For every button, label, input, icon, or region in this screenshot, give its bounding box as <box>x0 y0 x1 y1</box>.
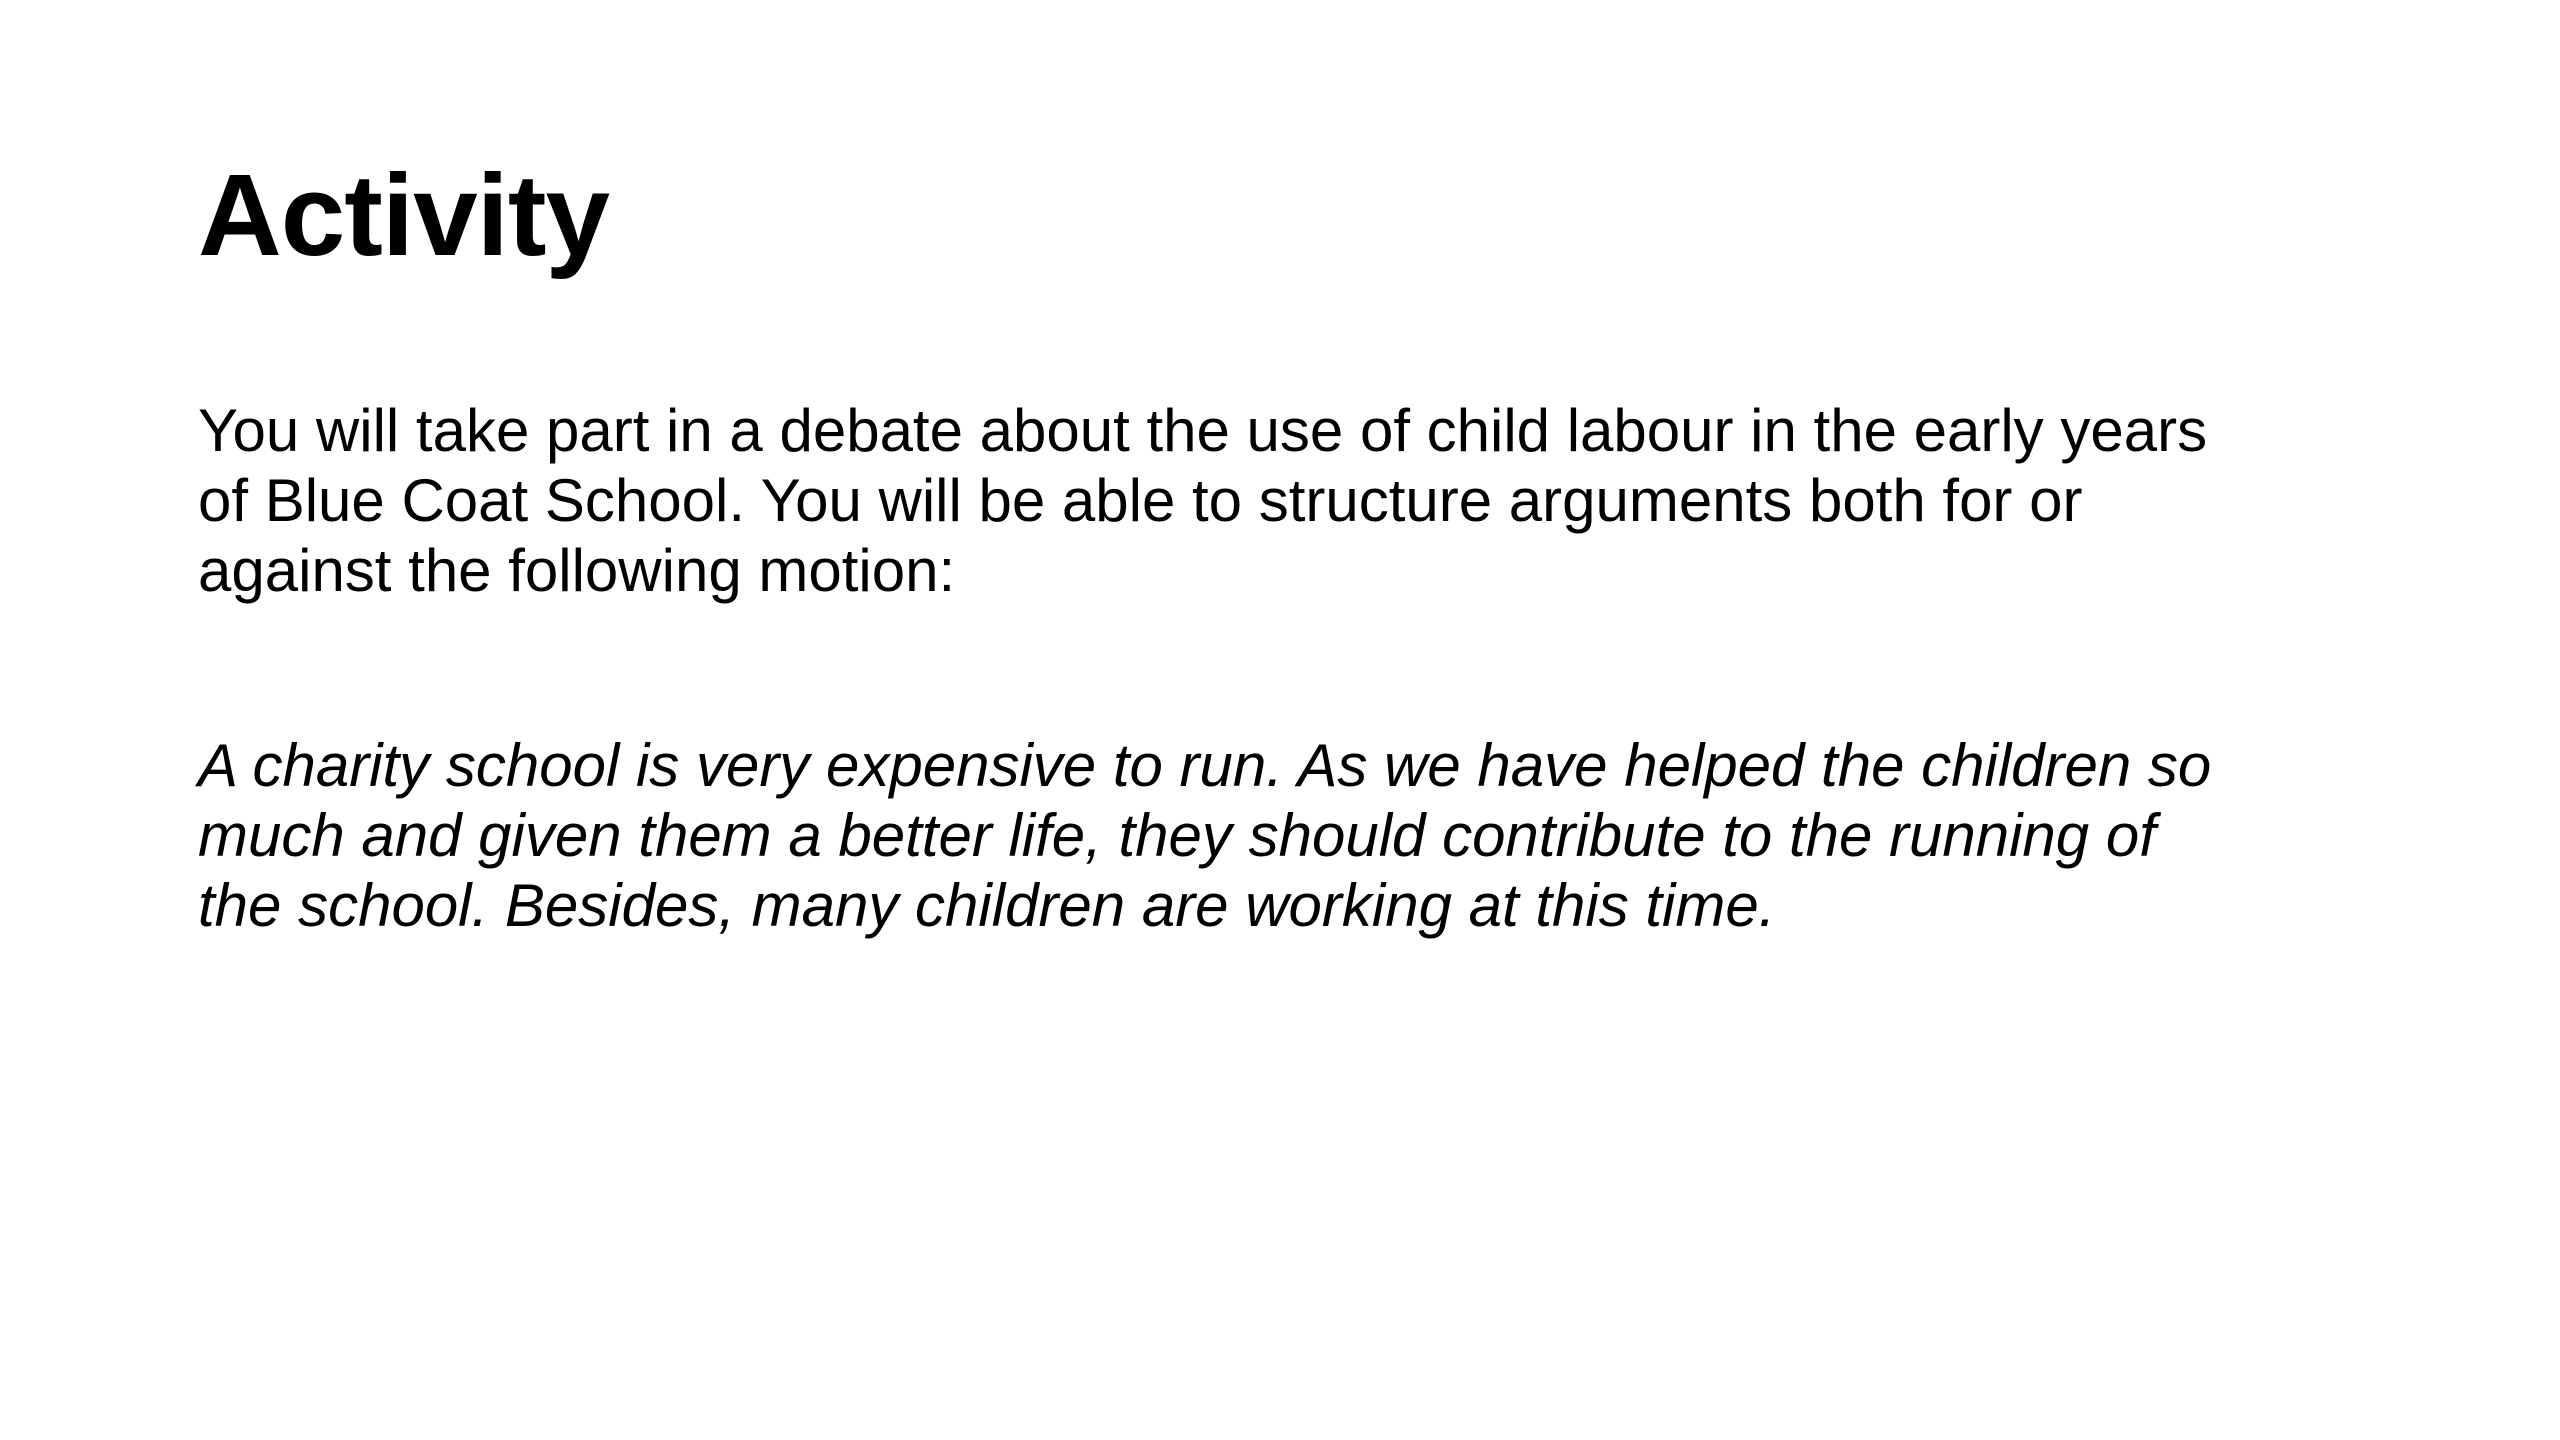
intro-paragraph <box>198 396 2418 606</box>
intro-line: of Blue Coat School. You will be able to structure arguments both for or <box>198 467 2083 534</box>
motion-line: much and given them a better life, they should contribute to the running of <box>198 802 2156 869</box>
motion-quote <box>198 731 2458 941</box>
motion-line: the school. Besides, many children are working at this time. <box>198 872 1776 939</box>
intro-line: You will take part in a debate about the use of child labour in the early years <box>198 397 2208 464</box>
intro-line: against the following motion: <box>198 537 956 604</box>
slide-title: Activity <box>198 150 610 280</box>
motion-line: A charity school is very expensive to run. As we have helped the children so <box>198 732 2212 799</box>
